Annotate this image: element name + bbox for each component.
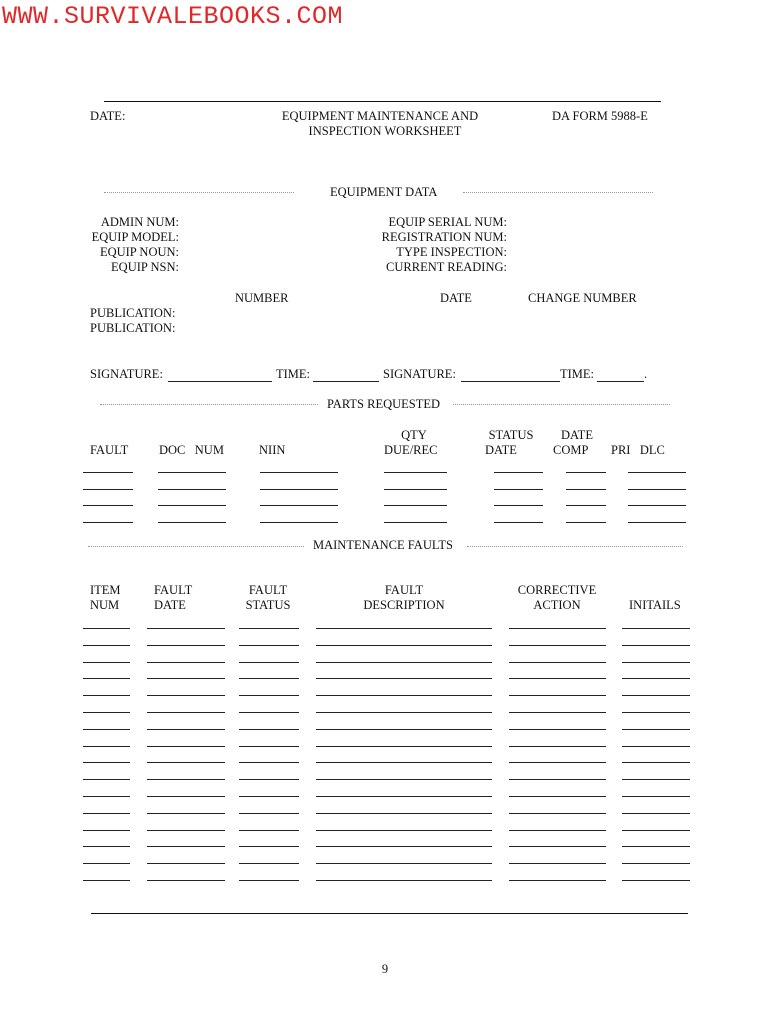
page-number: 9 (381, 962, 389, 976)
fault-blank-line-col6[interactable] (622, 712, 690, 713)
publication-number-header: NUMBER (235, 291, 289, 305)
parts-blank-line-col4[interactable] (384, 489, 447, 490)
publication-date-header: DATE (440, 291, 472, 305)
fault-blank-line-col4[interactable] (316, 796, 492, 797)
time-field-2[interactable] (597, 381, 644, 382)
fault-blank-line-col4[interactable] (316, 712, 492, 713)
fault-blank-line-col2[interactable] (147, 796, 225, 797)
faults-col-header: CORRECTIVE (517, 583, 597, 597)
parts-col-header: STATUS (488, 428, 534, 442)
fault-blank-line-col3[interactable] (239, 712, 299, 713)
equip-serial-num-label: EQUIP SERIAL NUM: (388, 215, 507, 229)
time-label-2: TIME: (560, 367, 595, 381)
equip-model-label: EQUIP MODEL: (91, 230, 179, 244)
fault-blank-line-col4[interactable] (316, 628, 492, 629)
form-id: DA FORM 5988-E (552, 109, 648, 123)
current-reading-label: CURRENT READING: (386, 260, 507, 274)
parts-blank-line-col5[interactable] (494, 489, 543, 490)
fault-blank-line-col3[interactable] (239, 796, 299, 797)
parts-blank-line-col6[interactable] (566, 505, 606, 506)
fault-blank-line-col4[interactable] (316, 695, 492, 696)
fault-blank-line-col5[interactable] (509, 712, 606, 713)
fault-blank-line-col3[interactable] (239, 762, 299, 763)
fault-blank-line-col3[interactable] (239, 846, 299, 847)
fault-blank-line-col3[interactable] (239, 695, 299, 696)
admin-num-label: ADMIN NUM: (100, 215, 179, 229)
fault-blank-line-col1[interactable] (83, 863, 130, 864)
fault-blank-line-col1[interactable] (83, 762, 130, 763)
fault-blank-line-col1[interactable] (83, 712, 130, 713)
signature-line-end-mark: . (644, 367, 648, 381)
parts-col-header: PRI DLC (611, 443, 665, 457)
fault-blank-line-col5[interactable] (509, 695, 606, 696)
parts-blank-line-col2[interactable] (158, 472, 226, 473)
faults-col-header: DATE (154, 598, 186, 612)
fault-blank-line-col3[interactable] (239, 628, 299, 629)
fault-blank-line-col1[interactable] (83, 796, 130, 797)
fault-blank-line-col4[interactable] (316, 762, 492, 763)
fault-blank-line-col6[interactable] (622, 645, 690, 646)
fault-blank-line-col3[interactable] (239, 746, 299, 747)
faults-col-header: INITAILS (629, 598, 681, 612)
faults-col-header: ACTION (533, 598, 581, 612)
fault-blank-line-col5[interactable] (509, 863, 606, 864)
parts-blank-line-col1[interactable] (83, 505, 133, 506)
parts-divider-left (100, 404, 318, 405)
fault-blank-line-col1[interactable] (83, 628, 130, 629)
fault-blank-line-col6[interactable] (622, 729, 690, 730)
fault-blank-line-col6[interactable] (622, 830, 690, 831)
fault-blank-line-col4[interactable] (316, 813, 492, 814)
equip-nsn-label: EQUIP NSN: (111, 260, 179, 274)
watermark-text: WWW.SURVIVALEBOOKS.COM (2, 2, 344, 31)
signature-label-1: SIGNATURE: (90, 367, 163, 381)
parts-blank-line-col3[interactable] (260, 489, 338, 490)
fault-blank-line-col4[interactable] (316, 662, 492, 663)
faults-divider-left (88, 546, 304, 547)
fault-blank-line-col4[interactable] (316, 746, 492, 747)
parts-blank-line-col7[interactable] (628, 472, 686, 473)
fault-blank-line-col1[interactable] (83, 678, 130, 679)
fault-blank-line-col5[interactable] (509, 779, 606, 780)
fault-blank-line-col6[interactable] (622, 880, 690, 881)
parts-blank-line-col3[interactable] (260, 522, 338, 523)
faults-col-header: FAULT (154, 583, 193, 597)
fault-blank-line-col4[interactable] (316, 779, 492, 780)
parts-blank-line-col4[interactable] (384, 522, 447, 523)
fault-blank-line-col2[interactable] (147, 830, 225, 831)
faults-divider-right (467, 546, 683, 547)
fault-blank-line-col2[interactable] (147, 645, 225, 646)
faults-col-header: DESCRIPTION (363, 598, 445, 612)
parts-blank-line-col4[interactable] (384, 505, 447, 506)
fault-blank-line-col3[interactable] (239, 863, 299, 864)
parts-blank-line-col5[interactable] (494, 472, 543, 473)
fault-blank-line-col3[interactable] (239, 662, 299, 663)
faults-col-header: NUM (90, 598, 120, 612)
fault-blank-line-col4[interactable] (316, 729, 492, 730)
signature-field-2[interactable] (461, 381, 560, 382)
fault-blank-line-col5[interactable] (509, 813, 606, 814)
header-top-rule (104, 101, 661, 102)
parts-blank-line-col5[interactable] (494, 522, 543, 523)
fault-blank-line-col5[interactable] (509, 796, 606, 797)
equip-noun-label: EQUIP NOUN: (99, 245, 179, 259)
parts-col-header: DOC NUM (159, 443, 224, 457)
registration-num-label: REGISTRATION NUM: (381, 230, 507, 244)
fault-blank-line-col1[interactable] (83, 830, 130, 831)
fault-blank-line-col6[interactable] (622, 628, 690, 629)
fault-blank-line-col2[interactable] (147, 746, 225, 747)
parts-blank-line-col1[interactable] (83, 522, 133, 523)
publication-change-number-header: CHANGE NUMBER (528, 291, 637, 305)
fault-blank-line-col6[interactable] (622, 813, 690, 814)
fault-blank-line-col2[interactable] (147, 729, 225, 730)
parts-blank-line-col6[interactable] (566, 489, 606, 490)
parts-blank-line-col2[interactable] (158, 489, 226, 490)
parts-blank-line-col1[interactable] (83, 489, 133, 490)
parts-col-header: DATE (561, 428, 593, 442)
fault-blank-line-col2[interactable] (147, 762, 225, 763)
fault-blank-line-col3[interactable] (239, 645, 299, 646)
fault-blank-line-col2[interactable] (147, 779, 225, 780)
parts-blank-line-col2[interactable] (158, 505, 226, 506)
time-label-1: TIME: (276, 367, 311, 381)
parts-blank-line-col4[interactable] (384, 472, 447, 473)
fault-blank-line-col3[interactable] (239, 880, 299, 881)
faults-col-header: STATUS (245, 598, 291, 612)
fault-blank-line-col1[interactable] (83, 880, 130, 881)
fault-blank-line-col1[interactable] (83, 779, 130, 780)
fault-blank-line-col6[interactable] (622, 662, 690, 663)
faults-col-header: ITEM (90, 583, 121, 597)
fault-blank-line-col3[interactable] (239, 830, 299, 831)
section-divider-left (104, 192, 294, 193)
parts-blank-line-col1[interactable] (83, 472, 133, 473)
fault-blank-line-col4[interactable] (316, 830, 492, 831)
fault-blank-line-col6[interactable] (622, 779, 690, 780)
fault-blank-line-col5[interactable] (509, 880, 606, 881)
parts-blank-line-col3[interactable] (260, 472, 338, 473)
parts-divider-right (453, 404, 670, 405)
section-divider-right (463, 192, 653, 193)
footer-rule (91, 913, 688, 914)
fault-blank-line-col1[interactable] (83, 746, 130, 747)
fault-blank-line-col6[interactable] (622, 762, 690, 763)
fault-blank-line-col1[interactable] (83, 662, 130, 663)
form-title-line1: EQUIPMENT MAINTENANCE AND (281, 109, 479, 123)
fault-blank-line-col3[interactable] (239, 678, 299, 679)
parts-blank-line-col2[interactable] (158, 522, 226, 523)
parts-blank-line-col7[interactable] (628, 489, 686, 490)
fault-blank-line-col4[interactable] (316, 678, 492, 679)
fault-blank-line-col3[interactable] (239, 729, 299, 730)
fault-blank-line-col2[interactable] (147, 628, 225, 629)
parts-blank-line-col5[interactable] (494, 505, 543, 506)
fault-blank-line-col5[interactable] (509, 645, 606, 646)
fault-blank-line-col2[interactable] (147, 695, 225, 696)
parts-blank-line-col6[interactable] (566, 472, 606, 473)
parts-blank-line-col7[interactable] (628, 505, 686, 506)
type-inspection-label: TYPE INSPECTION: (396, 245, 507, 259)
parts-col-header: FAULT (90, 443, 129, 457)
fault-blank-line-col5[interactable] (509, 628, 606, 629)
fault-blank-line-col1[interactable] (83, 846, 130, 847)
fault-blank-line-col5[interactable] (509, 662, 606, 663)
fault-blank-line-col2[interactable] (147, 712, 225, 713)
signature-label-2: SIGNATURE: (383, 367, 456, 381)
fault-blank-line-col5[interactable] (509, 746, 606, 747)
fault-blank-line-col5[interactable] (509, 762, 606, 763)
fault-blank-line-col5[interactable] (509, 846, 606, 847)
fault-blank-line-col6[interactable] (622, 746, 690, 747)
fault-blank-line-col6[interactable] (622, 796, 690, 797)
fault-blank-line-col4[interactable] (316, 846, 492, 847)
parts-col-header: NIIN (259, 443, 286, 457)
parts-requested-heading: PARTS REQUESTED (327, 397, 441, 411)
parts-blank-line-col6[interactable] (566, 522, 606, 523)
fault-blank-line-col2[interactable] (147, 846, 225, 847)
parts-col-header: COMP (553, 443, 589, 457)
form-title-line2: INSPECTION WORKSHEET (308, 124, 462, 138)
fault-blank-line-col6[interactable] (622, 863, 690, 864)
faults-col-header: FAULT (248, 583, 288, 597)
fault-blank-line-col4[interactable] (316, 863, 492, 864)
fault-blank-line-col6[interactable] (622, 846, 690, 847)
fault-blank-line-col2[interactable] (147, 813, 225, 814)
fault-blank-line-col2[interactable] (147, 662, 225, 663)
fault-blank-line-col1[interactable] (83, 695, 130, 696)
date-label: DATE: (90, 109, 126, 123)
parts-col-header: DUE/REC (384, 443, 438, 457)
fault-blank-line-col1[interactable] (83, 813, 130, 814)
fault-blank-line-col2[interactable] (147, 863, 225, 864)
fault-blank-line-col5[interactable] (509, 729, 606, 730)
fault-blank-line-col5[interactable] (509, 678, 606, 679)
maintenance-faults-heading: MAINTENANCE FAULTS (313, 538, 453, 552)
fault-blank-line-col6[interactable] (622, 678, 690, 679)
fault-blank-line-col3[interactable] (239, 813, 299, 814)
time-field-1[interactable] (313, 381, 379, 382)
parts-blank-line-col3[interactable] (260, 505, 338, 506)
fault-blank-line-col3[interactable] (239, 779, 299, 780)
equipment-data-heading: EQUIPMENT DATA (330, 185, 438, 199)
publication-label-1: PUBLICATION: (90, 306, 176, 320)
fault-blank-line-col4[interactable] (316, 645, 492, 646)
faults-col-header: FAULT (384, 583, 424, 597)
fault-blank-line-col5[interactable] (509, 830, 606, 831)
fault-blank-line-col1[interactable] (83, 645, 130, 646)
fault-blank-line-col6[interactable] (622, 695, 690, 696)
fault-blank-line-col2[interactable] (147, 678, 225, 679)
publication-label-2: PUBLICATION: (90, 321, 176, 335)
parts-col-header: QTY (401, 428, 427, 442)
fault-blank-line-col2[interactable] (147, 880, 225, 881)
fault-blank-line-col4[interactable] (316, 880, 492, 881)
signature-field-1[interactable] (168, 381, 272, 382)
fault-blank-line-col1[interactable] (83, 729, 130, 730)
parts-col-header: DATE (485, 443, 517, 457)
parts-blank-line-col7[interactable] (628, 522, 686, 523)
